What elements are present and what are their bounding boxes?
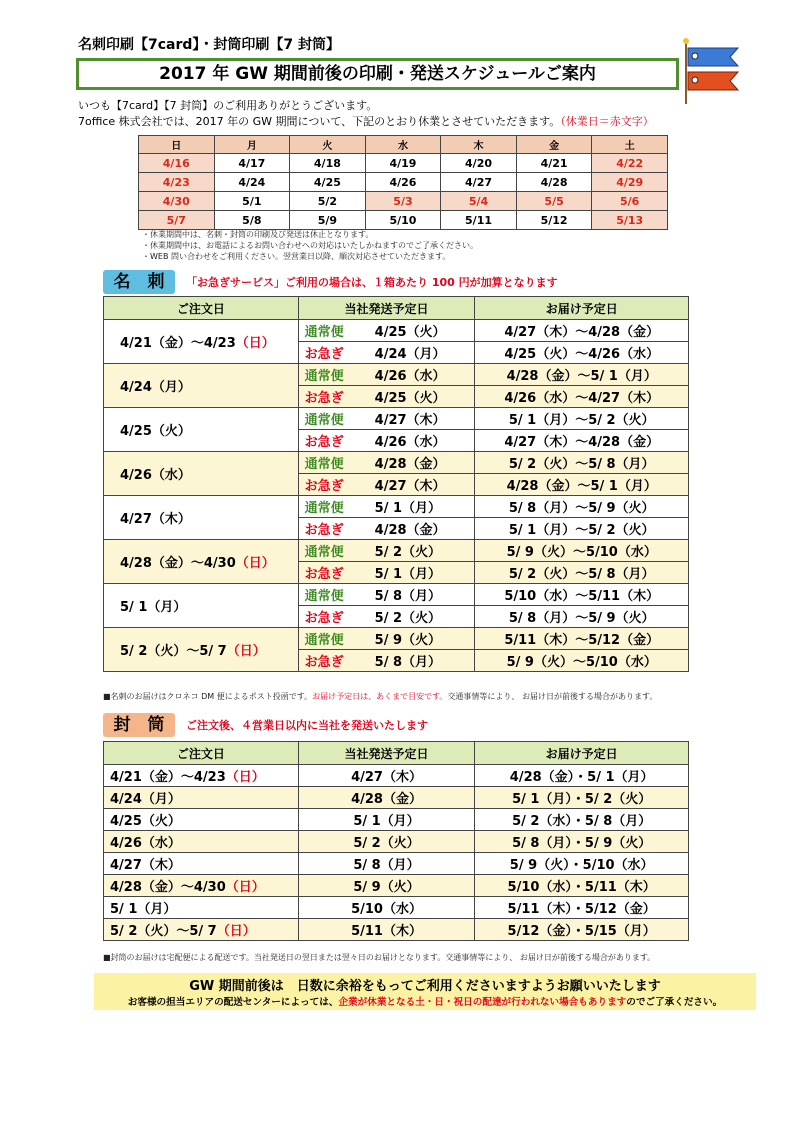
futo-section-tag: 封 筒 [103, 713, 175, 737]
rush-label: お急ぎ [304, 611, 344, 626]
calendar-day: 5/2 [290, 192, 366, 211]
ship-date: 5/ 9（火） [298, 875, 475, 897]
calendar-day: 5/12 [516, 211, 592, 230]
calendar-notes [142, 229, 478, 262]
col-delivery-date: お届け予定日 [475, 742, 689, 765]
closing-banner [94, 973, 756, 1010]
order-date-cell [104, 408, 299, 452]
rush-label: お急ぎ [304, 391, 344, 406]
calendar-day: 5/11 [441, 211, 517, 230]
calendar-day: 4/27 [441, 173, 517, 192]
ship-date: 5/ 1（月） [298, 809, 475, 831]
normal-label: 通常便 [304, 589, 344, 604]
holiday-calendar [138, 135, 668, 230]
table-row [104, 919, 689, 941]
calendar-day: 4/23 [139, 173, 215, 192]
table-row [104, 875, 689, 897]
table-row [104, 831, 689, 853]
calendar-day: 4/16 [139, 154, 215, 173]
calendar-day: 4/28 [516, 173, 592, 192]
normal-ship-cell [298, 496, 475, 518]
rush-ship-date: 4/27（木） [374, 479, 446, 494]
ship-date: 4/27（木） [298, 765, 475, 787]
rush-ship-cell [298, 430, 475, 452]
normal-ship-date: 4/27（木） [374, 413, 446, 428]
closing-line-2: お客様の担当エリアの配送センターによっては、企業が休業となる土・日・祝日の配達が行われない場合もありますのでご了承ください。 [127, 997, 723, 1008]
calendar-day: 5/3 [365, 192, 441, 211]
normal-ship-cell [298, 320, 475, 342]
normal-ship-date: 4/25（火） [374, 325, 446, 340]
calendar-day: 5/9 [290, 211, 366, 230]
calendar-weekday: 水 [365, 136, 441, 154]
futo-footnote: ■封筒のお届けは宅配便による配送です。当社発送日の翌日または翌々日のお届けとなります。交通事情等により、 お届け日が前後する場合があります。 [103, 953, 656, 962]
rush-ship-date: 4/24（月） [374, 347, 446, 362]
table-row [104, 765, 689, 787]
rush-delivery-date: 5/ 9（火）～5/10（水） [475, 650, 689, 672]
calendar-day: 5/8 [214, 211, 290, 230]
calendar-weekday: 木 [441, 136, 517, 154]
order-date-holiday: （日） [235, 556, 275, 571]
calendar-note: ・WEB 問い合わせをご利用ください。翌営業日以降、順次対応させていただきます。 [142, 252, 451, 261]
calendar-day: 4/17 [214, 154, 290, 173]
normal-ship-date: 4/28（金） [374, 457, 446, 472]
brand-line: 名刺印刷【7card】・封筒印刷【7 封筒】 [78, 37, 341, 53]
table-row [104, 452, 689, 474]
rush-ship-cell [298, 650, 475, 672]
rush-ship-date: 4/26（水） [374, 435, 446, 450]
normal-delivery-date: 5/ 9（火）～5/10（水） [475, 540, 689, 562]
calendar-day: 4/20 [441, 154, 517, 173]
delivery-date: 5/11（木）・5/12（金） [475, 897, 689, 919]
order-date-cell [104, 584, 299, 628]
normal-ship-cell [298, 584, 475, 606]
rush-label: お急ぎ [304, 655, 344, 670]
order-date: 4/25（火） [120, 424, 191, 439]
rush-ship-date: 5/ 2（火） [374, 611, 442, 626]
meishi-footnote: ■名刺のお届けはクロネコ DM 便によるポスト投函です。お届け予定日は、あくまで目安です。交通事情等により、 お届け日が前後する場合があります。 [103, 692, 658, 701]
rush-delivery-date: 4/25（火）～4/26（水） [475, 342, 689, 364]
order-date: 4/21（金）～4/23 [110, 770, 226, 785]
order-date-cell [104, 919, 299, 941]
order-date-cell [104, 897, 299, 919]
calendar-day: 4/30 [139, 192, 215, 211]
order-date-holiday: （日） [225, 770, 265, 785]
rush-delivery-date: 5/ 2（火）～5/ 8（月） [475, 562, 689, 584]
calendar-week [139, 192, 668, 211]
rush-label: お急ぎ [304, 347, 344, 362]
rush-ship-date: 5/ 8（月） [374, 655, 442, 670]
rush-delivery-date: 4/28（金）～5/ 1（月） [475, 474, 689, 496]
order-date-cell [104, 496, 299, 540]
normal-label: 通常便 [304, 633, 344, 648]
order-date-cell [104, 540, 299, 584]
rush-delivery-date: 5/ 1（月）～5/ 2（火） [475, 518, 689, 540]
table-row [104, 408, 689, 430]
rush-label: お急ぎ [304, 523, 344, 538]
normal-delivery-date: 4/28（金）～5/ 1（月） [475, 364, 689, 386]
calendar-day: 4/26 [365, 173, 441, 192]
order-date: 5/ 2（火）～5/ 7 [110, 924, 217, 939]
ship-date: 5/ 8（月） [298, 853, 475, 875]
col-ship-date: 当社発送予定日 [298, 742, 475, 765]
order-date: 5/ 1（月） [110, 902, 177, 917]
rush-ship-cell [298, 386, 475, 408]
meishi-rush-note: 「お急ぎサービス」ご利用の場合は、１箱あたり 100 円が加算となります [186, 276, 558, 289]
closing-line-1: GW 期間前後は 日数に余裕をもってご利用くださいますようお願いいたします [189, 979, 661, 994]
rush-ship-cell [298, 518, 475, 540]
normal-delivery-date: 4/27（木）～4/28（金） [475, 320, 689, 342]
calendar-note: ・休業期間中は、お電話によるお問い合わせへの対応はいたしかねますのでご了承ください。 [142, 241, 478, 250]
calendar-day: 5/6 [592, 192, 668, 211]
rush-ship-cell [298, 342, 475, 364]
order-date: 4/24（月） [120, 380, 191, 395]
table-row [104, 809, 689, 831]
meishi-section-tag: 名 刺 [103, 270, 175, 294]
order-date: 4/28（金）～4/30 [110, 880, 226, 895]
calendar-day: 5/5 [516, 192, 592, 211]
delivery-date: 5/10（水）・5/11（木） [475, 875, 689, 897]
order-date-cell [104, 809, 299, 831]
order-date: 4/21（金）～4/23 [120, 336, 236, 351]
rush-label: お急ぎ [304, 479, 344, 494]
normal-ship-date: 4/26（水） [374, 369, 446, 384]
rush-delivery-date: 4/27（木）～4/28（金） [475, 430, 689, 452]
normal-ship-cell [298, 540, 475, 562]
order-date: 4/25（火） [110, 814, 181, 829]
delivery-date: 4/28（金）・5/ 1（月） [475, 765, 689, 787]
ship-date: 5/10（水） [298, 897, 475, 919]
normal-label: 通常便 [304, 457, 344, 472]
rush-label: お急ぎ [304, 435, 344, 450]
rush-ship-date: 5/ 1（月） [374, 567, 442, 582]
normal-ship-date: 5/ 8（月） [374, 589, 442, 604]
normal-delivery-date: 5/10（水）～5/11（木） [475, 584, 689, 606]
table-row [104, 897, 689, 919]
calendar-day: 4/21 [516, 154, 592, 173]
ship-date: 5/11（木） [298, 919, 475, 941]
table-row [104, 364, 689, 386]
table-row [104, 628, 689, 650]
normal-label: 通常便 [304, 413, 344, 428]
intro-line-1: いつも【7card】【7 封筒】のご利用ありがとうございます。 [78, 99, 378, 112]
normal-label: 通常便 [304, 545, 344, 560]
calendar-day: 5/4 [441, 192, 517, 211]
order-date: 4/27（木） [120, 512, 191, 527]
rush-ship-cell [298, 474, 475, 496]
table-row [104, 540, 689, 562]
calendar-weekday: 土 [592, 136, 668, 154]
calendar-day: 5/1 [214, 192, 290, 211]
delivery-date: 5/12（金）・5/15（月） [475, 919, 689, 941]
order-date-cell [104, 765, 299, 787]
order-date-holiday: （日） [235, 336, 275, 351]
normal-delivery-date: 5/ 1（月）～5/ 2（火） [475, 408, 689, 430]
rush-ship-date: 4/28（金） [374, 523, 446, 538]
order-date-holiday: （日） [225, 880, 265, 895]
normal-ship-cell [298, 364, 475, 386]
order-date-cell [104, 787, 299, 809]
normal-delivery-date: 5/ 8（月）～5/ 9（火） [475, 496, 689, 518]
delivery-date: 5/ 2（水）・5/ 8（月） [475, 809, 689, 831]
order-date-cell [104, 628, 299, 672]
calendar-day: 4/18 [290, 154, 366, 173]
order-date-holiday: （日） [226, 644, 266, 659]
order-date: 4/26（水） [110, 836, 181, 851]
calendar-weekday: 金 [516, 136, 592, 154]
rush-ship-cell [298, 562, 475, 584]
table-row [104, 853, 689, 875]
normal-delivery-date: 5/ 2（火）～5/ 8（月） [475, 452, 689, 474]
meishi-schedule-table [103, 296, 689, 672]
calendar-day: 5/7 [139, 211, 215, 230]
order-date: 5/ 1（月） [120, 600, 187, 615]
calendar-day: 4/29 [592, 173, 668, 192]
order-date: 4/27（木） [110, 858, 181, 873]
normal-ship-cell [298, 452, 475, 474]
normal-label: 通常便 [304, 325, 344, 340]
rush-ship-cell [298, 606, 475, 628]
calendar-week [139, 173, 668, 192]
calendar-weekday: 日 [139, 136, 215, 154]
futo-schedule-table [103, 741, 689, 941]
rush-delivery-date: 4/26（水）～4/27（木） [475, 386, 689, 408]
table-row [104, 496, 689, 518]
order-date: 5/ 2（火）～5/ 7 [120, 644, 227, 659]
koinobori-icon [672, 36, 742, 104]
calendar-note: ・休業期間中は、名刺・封筒の印刷及び発送は休止となります。 [142, 230, 374, 239]
calendar-weekday: 月 [214, 136, 290, 154]
table-row [104, 584, 689, 606]
delivery-date: 5/ 8（月）・5/ 9（火） [475, 831, 689, 853]
col-order-date: ご注文日 [104, 742, 299, 765]
rush-delivery-date: 5/ 8（月）～5/ 9（火） [475, 606, 689, 628]
ship-date: 5/ 2（火） [298, 831, 475, 853]
normal-label: 通常便 [304, 369, 344, 384]
rush-ship-date: 4/25（火） [374, 391, 446, 406]
normal-ship-cell [298, 408, 475, 430]
calendar-day: 4/19 [365, 154, 441, 173]
calendar-day: 4/22 [592, 154, 668, 173]
calendar-day: 5/10 [365, 211, 441, 230]
order-date-cell [104, 853, 299, 875]
order-date-cell [104, 875, 299, 897]
intro-line-2: 7office 株式会社では、2017 年の GW 期間について、下記のとおり休業とさせていただきます。（休業日＝赤文字） [78, 115, 654, 128]
order-date-cell [104, 452, 299, 496]
order-date: 4/24（月） [110, 792, 181, 807]
normal-delivery-date: 5/11（木）～5/12（金） [475, 628, 689, 650]
col-delivery-date: お届け予定日 [475, 297, 689, 320]
calendar-day: 5/13 [592, 211, 668, 230]
calendar-day: 4/25 [290, 173, 366, 192]
order-date-cell [104, 364, 299, 408]
normal-ship-cell [298, 628, 475, 650]
col-ship-date: 当社発送予定日 [298, 297, 475, 320]
intro-text [78, 98, 654, 130]
delivery-date: 5/ 1（月）・5/ 2（火） [475, 787, 689, 809]
calendar-week [139, 211, 668, 230]
calendar-weekday: 火 [290, 136, 366, 154]
table-row [104, 320, 689, 342]
page-title: 2017 年 GW 期間前後の印刷・発送スケジュールご案内 [76, 58, 679, 90]
col-order-date: ご注文日 [104, 297, 299, 320]
futo-note: ご注文後、４営業日以内に当社を発送いたします [186, 719, 428, 732]
normal-ship-date: 5/ 2（火） [374, 545, 442, 560]
normal-ship-date: 5/ 1（月） [374, 501, 442, 516]
calendar-day: 4/24 [214, 173, 290, 192]
holiday-legend: （休業日＝赤文字） [560, 115, 654, 128]
delivery-date: 5/ 9（火）・5/10（水） [475, 853, 689, 875]
order-date: 4/26（水） [120, 468, 191, 483]
normal-ship-date: 5/ 9（火） [374, 633, 442, 648]
table-row [104, 787, 689, 809]
order-date-cell [104, 831, 299, 853]
ship-date: 4/28（金） [298, 787, 475, 809]
normal-label: 通常便 [304, 501, 344, 516]
order-date-holiday: （日） [216, 924, 256, 939]
rush-label: お急ぎ [304, 567, 344, 582]
calendar-week [139, 154, 668, 173]
order-date-cell [104, 320, 299, 364]
order-date: 4/28（金）～4/30 [120, 556, 236, 571]
